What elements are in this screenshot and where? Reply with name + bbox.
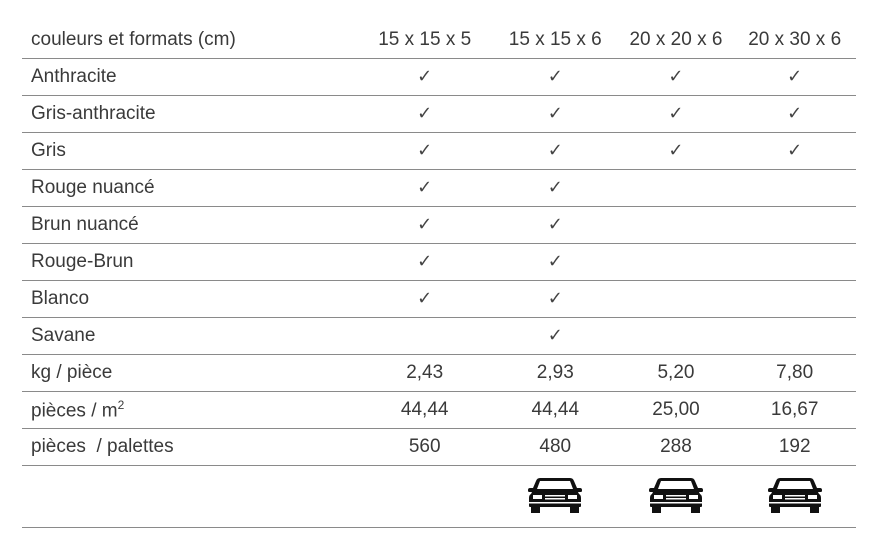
checkmark-icon: ✓ — [787, 140, 803, 161]
table-row — [22, 281, 856, 318]
metric-value: 5,20 — [657, 362, 695, 383]
metric-value: 44,44 — [400, 399, 449, 420]
vehicle-cell — [492, 474, 619, 520]
availability-cell — [733, 140, 856, 162]
header-format-4: 20 x 30 x 6 — [748, 29, 842, 50]
availability-cell — [733, 66, 856, 88]
availability-cell — [492, 214, 619, 236]
availability-cell — [357, 214, 492, 236]
spec-table — [22, 22, 856, 528]
availability-cell — [619, 66, 734, 88]
metric-value: 2,93 — [536, 362, 574, 383]
metric-value: 7,80 — [776, 362, 814, 383]
checkmark-icon: ✓ — [417, 103, 433, 124]
color-name: Gris — [31, 140, 66, 161]
checkmark-icon: ✓ — [787, 103, 803, 124]
metric-value: 2,43 — [406, 362, 444, 383]
checkmark-icon: ✓ — [417, 288, 433, 309]
table-row — [22, 170, 856, 207]
checkmark-icon: ✓ — [668, 66, 684, 87]
availability-cell — [492, 140, 619, 162]
table-row — [22, 59, 856, 96]
header-format-3: 20 x 20 x 6 — [629, 29, 723, 50]
table-row — [22, 318, 856, 355]
checkmark-icon: ✓ — [417, 66, 433, 87]
metric-value: 192 — [778, 436, 811, 457]
checkmark-icon: ✓ — [417, 214, 433, 235]
checkmark-icon: ✓ — [668, 140, 684, 161]
metric-row-pieces-per-pallet — [22, 429, 856, 466]
checkmark-icon: ✓ — [547, 103, 563, 124]
header-format-1: 15 x 15 x 5 — [378, 29, 472, 50]
table-header-row — [22, 22, 856, 59]
availability-cell — [492, 177, 619, 199]
availability-cell — [619, 103, 734, 125]
checkmark-icon: ✓ — [787, 66, 803, 87]
checkmark-icon: ✓ — [547, 288, 563, 309]
metric-value: 480 — [539, 436, 572, 457]
checkmark-icon: ✓ — [547, 140, 563, 161]
checkmark-icon: ✓ — [547, 251, 563, 272]
checkmark-icon: ✓ — [547, 325, 563, 346]
color-name: Gris-anthracite — [31, 103, 156, 124]
metric-label: kg / pièce — [31, 362, 113, 383]
availability-cell — [492, 251, 619, 273]
vehicle-cell — [619, 474, 734, 520]
car-front-icon — [648, 474, 704, 520]
availability-cell — [492, 325, 619, 347]
color-name: Rouge nuancé — [31, 177, 155, 198]
checkmark-icon: ✓ — [417, 177, 433, 198]
color-name: Rouge-Brun — [31, 251, 134, 272]
car-front-icon — [527, 474, 583, 520]
availability-cell — [733, 103, 856, 125]
vehicle-cell — [733, 474, 856, 520]
availability-cell — [357, 66, 492, 88]
metric-value: 288 — [660, 436, 692, 457]
availability-cell — [357, 177, 492, 199]
color-name: Anthracite — [31, 66, 117, 87]
header-format-2: 15 x 15 x 6 — [508, 29, 602, 50]
header-label: couleurs et formats (cm) — [31, 29, 236, 50]
availability-cell — [357, 103, 492, 125]
availability-cell — [357, 140, 492, 162]
car-front-icon — [767, 474, 823, 520]
table-row — [22, 244, 856, 281]
checkmark-icon: ✓ — [547, 66, 563, 87]
checkmark-icon: ✓ — [668, 103, 684, 124]
color-name: Brun nuancé — [31, 214, 139, 235]
metric-value: 44,44 — [531, 399, 580, 420]
metric-value: 25,00 — [652, 399, 700, 420]
metric-value: 560 — [408, 436, 441, 457]
checkmark-icon: ✓ — [547, 177, 563, 198]
table-row — [22, 207, 856, 244]
availability-cell — [492, 66, 619, 88]
availability-cell — [619, 140, 734, 162]
checkmark-icon: ✓ — [417, 140, 433, 161]
vehicle-row — [22, 466, 856, 528]
metric-value: 16,67 — [770, 399, 819, 420]
metric-label: pièces / $m^2$ — [31, 397, 125, 422]
color-name: Savane — [31, 325, 96, 346]
color-name: Blanco — [31, 288, 90, 309]
checkmark-icon: ✓ — [547, 214, 563, 235]
availability-cell — [357, 288, 492, 310]
metric-row-pieces-per-m2 — [22, 392, 856, 429]
availability-cell — [357, 251, 492, 273]
checkmark-icon: ✓ — [417, 251, 433, 272]
table-row — [22, 133, 856, 170]
availability-cell — [492, 103, 619, 125]
metric-label: pièces / palettes — [31, 436, 174, 457]
availability-cell — [492, 288, 619, 310]
table-row — [22, 96, 856, 133]
metric-row-weight — [22, 355, 856, 392]
